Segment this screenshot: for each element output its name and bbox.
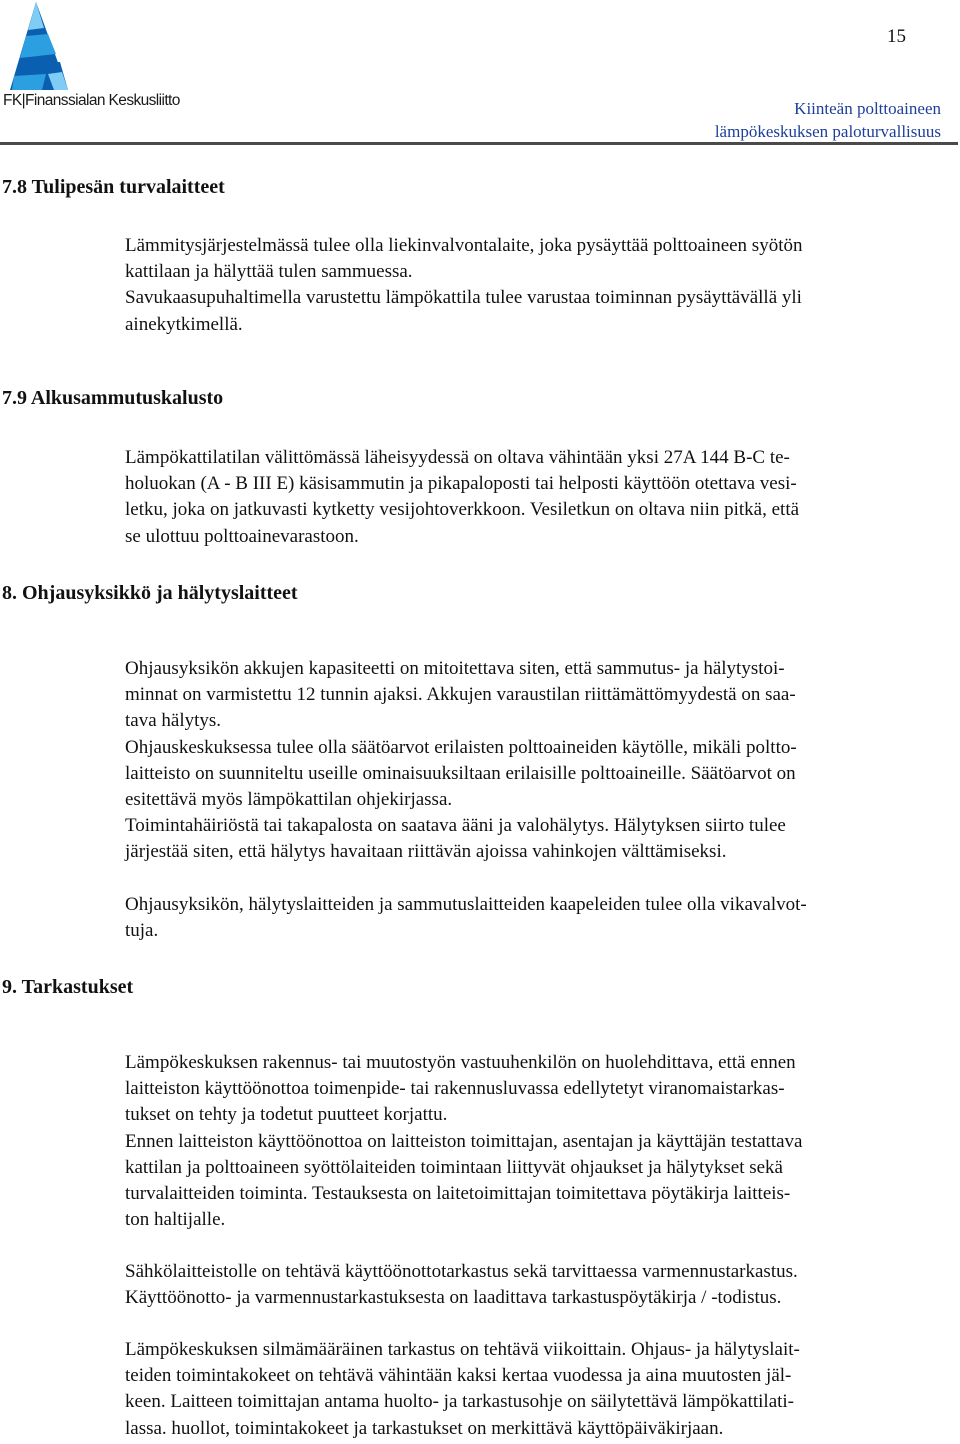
header-divider: [0, 142, 958, 145]
section-7-8-heading: 7.8 Tulipesän turvalaitteet: [2, 176, 225, 198]
section-8-paragraph-1: Ohjausyksikön akkujen kapasiteetti on mitoitettava siten, että sammutus- ja hälytystoi- minnat on varmistettu 12 tunnin ajaksi. Akkujen varaustilan riittämättömyydestä on saa- tava hälytys. Ohjauskeskuksessa tulee olla säätöarvot erilaisten polttoaineiden käytölle, mikäli poltto- laitteisto on suunniteltu useille ominaisuuksiltaan erilaisille polttoaineille. Säätöarvot on esitettävä myös lämpökattilan ohjekirjassa. Toimintahäiriöstä tai takapalosta on saatava ääni ja valohälytys. Hälytyksen siirto tulee järjestää siten, että hälytys havaitaan riittävän ajoissa vahinkojen välttämiseksi.: [125, 658, 797, 863]
section-7-8-paragraph: Lämmitysjärjestelmässä tulee olla liekinvalvontalaite, joka pysäyttää polttoaineen syötön kattilaan ja hälyttää tulen sammuessa. Savukaasupuhaltimella varustettu lämpökattila tulee varustaa toiminnan pysäyttävällä yli ainekytkimellä.: [125, 235, 803, 335]
section-9-paragraph-3: Lämpökeskuksen silmämääräinen tarkastus on tehtävä viikoittain. Ohjaus- ja hälytyslait- teiden toimintakokeet on tehtävä vähintään kaksi kertaa vuodessa ja aina muutosten jäl- keen. Laitteen toimittajan antama huolto- ja tarkastusohje on säilytettävä lämpökattilati- lassa. huollot, toimintakokeet ja tarkastukset on merkittävä käyttöpäiväkirjaan.: [125, 1339, 800, 1439]
section-8-paragraph-2: Ohjausyksikön, hälytyslaitteiden ja sammutuslaitteiden kaapeleiden tulee olla vikavalvot- tuja.: [125, 894, 807, 942]
document-title-line-2: lämpökeskuksen paloturvallisuus: [714, 122, 941, 141]
document-title-line-1: Kiinteän polttoaineen: [794, 99, 941, 118]
organization-logo: [0, 0, 180, 120]
section-9-paragraph-1: Lämpökeskuksen rakennus- tai muutostyön vastuuhenkilön on huolehdittava, että ennen laitteiston käyttöönottoa toimenpide- tai rakennusluvassa edellytetyt viranomaistarkas- tukset on tehty ja todetut puutteet korjattu. Ennen laitteiston käyttöönottoa on laitteiston toimittajan, asentajan ja käyttäjän testattava kattilan ja polttoaineen syöttölaiteiden toimintaan liittyvät ohjaukset ja hälytykset sekä turvalaitteiden toiminta. Testauksesta on laitetoimittajan toimitettava pöytäkirja laitteis- ton haltijalle.: [125, 1052, 803, 1231]
section-8-heading: 8. Ohjausyksikkö ja hälytyslaitteet: [2, 582, 298, 604]
document-title: [715, 97, 941, 143]
section-7-9-heading: 7.9 Alkusammutuskalusto: [2, 387, 224, 409]
logo-text: FK|Finanssialan Keskusliitto: [3, 92, 180, 109]
section-9-paragraph-2: Sähkölaitteistolle on tehtävä käyttöönottotarkastus sekä tarvittaessa varmennustarkastus. Käyttöönotto- ja varmennustarkastuksesta on laadittava tarkastuspöytäkirja / -todistus.: [125, 1261, 798, 1309]
section-9-heading: 9. Tarkastukset: [2, 976, 134, 998]
page-number: 15: [887, 26, 906, 47]
section-7-9-paragraph: Lämpökattilatilan välittömässä läheisyydessä on oltava vähintään yksi 27A 144 B-C te- holuokan (A - B III E) käsisammutin ja pikapaloposti tai helposti käyttöön otettava vesi- letku, joka on jatkuvasti kytketty vesijohtoverkkoon. Vesiletkun on oltava niin pitkä, että se ulottuu polttoainevarastoon.: [125, 447, 800, 547]
fk-logo-icon: [2, 0, 72, 92]
